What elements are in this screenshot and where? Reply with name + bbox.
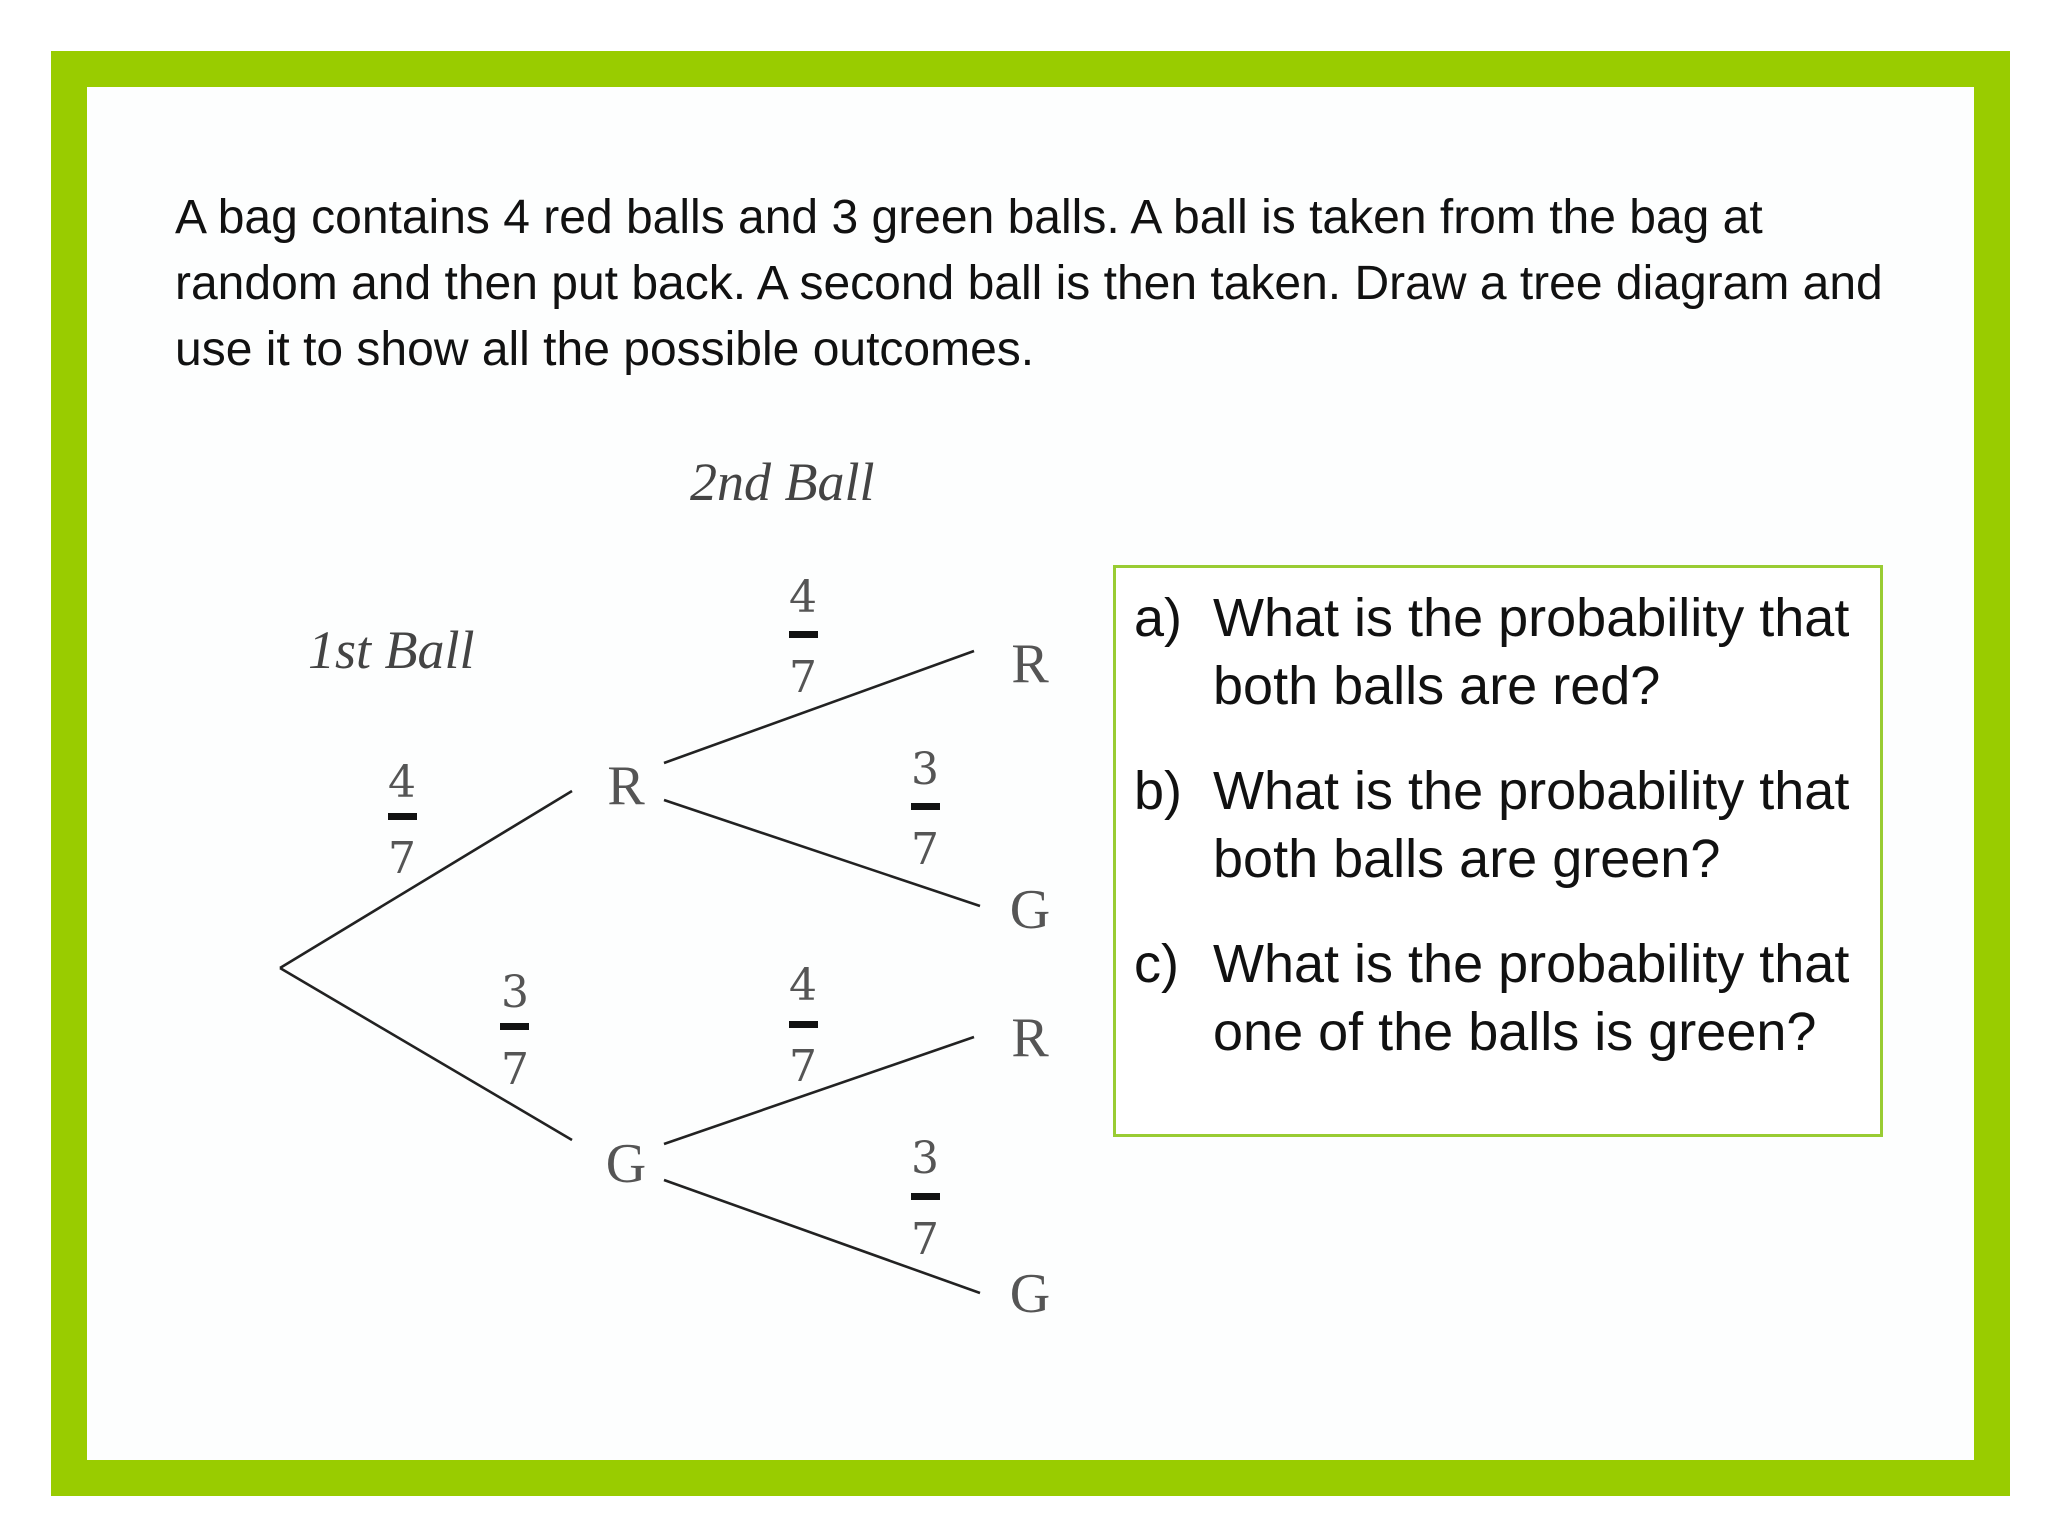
fraction-bar bbox=[911, 1193, 940, 1200]
first-ball-label: 1st Ball bbox=[308, 620, 475, 680]
fraction-bar bbox=[911, 803, 940, 810]
fraction-bar bbox=[388, 813, 417, 820]
fraction-numerator: 4 bbox=[789, 572, 817, 623]
branch-root-to-r bbox=[280, 791, 572, 968]
fraction-denominator: 7 bbox=[501, 1044, 529, 1095]
fraction-r-g bbox=[911, 744, 940, 875]
node-r-g: G bbox=[1009, 879, 1051, 941]
fraction-root-g bbox=[500, 967, 529, 1095]
fraction-denominator: 7 bbox=[911, 1214, 939, 1265]
question-text: What is the probability that one of the balls is green? bbox=[1213, 934, 1850, 1062]
fraction-g-r bbox=[789, 960, 818, 1092]
node-first-g: G bbox=[605, 1133, 647, 1195]
fraction-numerator: 4 bbox=[388, 757, 416, 808]
problem-statement: A bag contains 4 red balls and 3 green balls. A ball is taken from the bag at random and then put back. A second ball is then taken. Draw a tree diagram and use it to show all the possible outcomes. bbox=[175, 191, 1883, 376]
fraction-denominator: 7 bbox=[789, 652, 817, 703]
second-ball-label: 2nd Ball bbox=[690, 452, 875, 512]
node-first-r: R bbox=[607, 755, 645, 817]
fraction-numerator: 3 bbox=[501, 967, 529, 1018]
questions-box bbox=[1113, 565, 1883, 1137]
node-g-g: G bbox=[1009, 1263, 1051, 1325]
fraction-numerator: 3 bbox=[911, 744, 939, 795]
fraction-bar bbox=[789, 631, 818, 638]
node-g-r: R bbox=[1011, 1007, 1049, 1069]
fraction-g-g bbox=[911, 1133, 940, 1265]
fraction-bar bbox=[500, 1023, 529, 1030]
node-r-r: R bbox=[1011, 633, 1049, 695]
fraction-denominator: 7 bbox=[789, 1041, 817, 1092]
question-text: What is the probability that both balls are green? bbox=[1213, 761, 1850, 889]
question-text: What is the probability that both balls are red? bbox=[1213, 588, 1850, 716]
fraction-numerator: 4 bbox=[789, 960, 817, 1011]
fraction-denominator: 7 bbox=[388, 833, 416, 884]
question-letter: b) bbox=[1134, 761, 1183, 821]
fraction-numerator: 3 bbox=[911, 1133, 939, 1184]
branch-g-to-r bbox=[664, 1037, 974, 1144]
fraction-root-r bbox=[388, 757, 417, 884]
question-letter: c) bbox=[1134, 934, 1179, 994]
fraction-denominator: 7 bbox=[911, 824, 939, 875]
fraction-bar bbox=[789, 1021, 818, 1028]
question-letter: a) bbox=[1134, 588, 1183, 648]
fraction-r-r bbox=[789, 572, 818, 703]
